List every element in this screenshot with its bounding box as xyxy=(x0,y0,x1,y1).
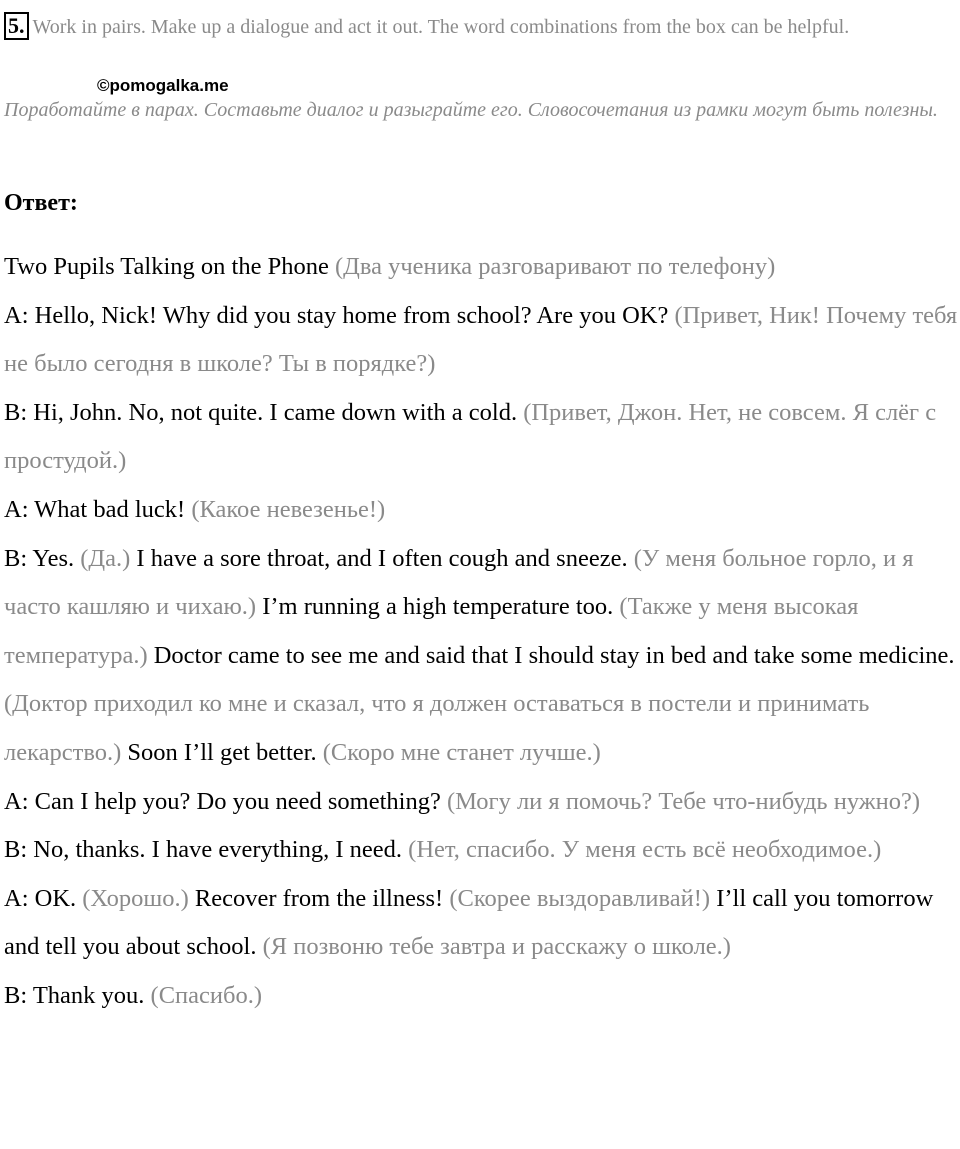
translation-text: (Я позвоню тебе завтра и расскажу о школе.) xyxy=(262,933,731,961)
translation-text: (У меня больное горло, и я часто кашляю и чихаю.) xyxy=(4,544,914,621)
translation-text: (Могу ли я помочь? Тебе что-нибудь нужно?) xyxy=(446,787,921,815)
english-text: I’m running a high temperature too. xyxy=(262,593,614,621)
watermark: ©pomogalka.me xyxy=(97,76,229,95)
translation-text: (Нет, спасибо. У меня есть всё необходимое.) xyxy=(408,836,882,864)
english-text: B: No, thanks. I have everything, I need. xyxy=(4,836,403,864)
english-text: B: Hi, John. No, not quite. I came down with a cold. xyxy=(4,398,518,426)
dialogue xyxy=(4,243,960,1021)
dialogue-line xyxy=(4,292,960,389)
english-text: A: What bad luck! xyxy=(4,495,186,523)
translation-text: (Скоро мне станет лучше.) xyxy=(322,738,601,766)
translation-text: (Спасибо.) xyxy=(150,981,263,1009)
dialogue-title-en: Two Pupils Talking on the Phone xyxy=(4,253,329,280)
translation-text: (Доктор приходил ко мне и сказал, что я должен оставаться в постели и принимать лекарство.) xyxy=(4,690,870,766)
task-statement xyxy=(4,4,956,51)
translation-text: (Какое невезенье!) xyxy=(191,495,386,523)
dialogue-line xyxy=(4,875,960,972)
english-text: Soon I’ll get better. xyxy=(127,738,317,766)
translation-text: (Привет, Ник! Почему тебя не было сегодня в школе? Ты в порядке?) xyxy=(4,301,958,378)
english-text: A: OK. xyxy=(4,884,77,912)
answer-label: Ответ: xyxy=(4,190,78,216)
english-text: Recover from the illness! xyxy=(194,884,444,912)
english-text: Doctor came to see me and said that I should stay in bed and take some medicine. xyxy=(153,641,955,669)
english-text: I’ll call you tomorrow and tell you about school. xyxy=(4,884,934,961)
translation-text: (Также у меня высокая температура.) xyxy=(4,593,859,669)
dialogue-lines xyxy=(4,292,960,1021)
task-text-en: Work in pairs. Make up a dialogue and act it out. The word combinations from the box can be helpful. xyxy=(32,16,850,38)
english-text: A: Hello, Nick! Why did you stay home from school? Are you OK? xyxy=(4,301,669,329)
english-text: B: Thank you. xyxy=(4,981,145,1009)
dialogue-line xyxy=(4,389,960,486)
translation-text: (Да.) xyxy=(80,544,131,572)
translation-text: (Скорее выздоравливай!) xyxy=(449,884,711,912)
dialogue-line xyxy=(4,826,960,875)
translation-text: (Привет, Джон. Нет, не совсем. Я слёг с простудой.) xyxy=(4,398,937,475)
dialogue-title-ru: (Два ученика разговаривают по телефону) xyxy=(334,253,776,280)
english-text: B: Yes. xyxy=(4,544,75,572)
english-text: A: Can I help you? Do you need something? xyxy=(4,787,441,815)
english-text: I have a sore throat, and I often cough and sneeze. xyxy=(136,544,628,572)
dialogue-line xyxy=(4,972,960,1021)
task-number: 5. xyxy=(4,12,29,40)
dialogue-title xyxy=(4,243,960,292)
task-text-ru: Поработайте в парах. Составьте диалог и разыграйте его. Словосочетания из рамки могут быть полезны. xyxy=(4,99,938,121)
dialogue-line xyxy=(4,486,960,535)
dialogue-line xyxy=(4,535,960,778)
translation-text: (Хорошо.) xyxy=(82,884,189,912)
dialogue-line xyxy=(4,778,960,827)
